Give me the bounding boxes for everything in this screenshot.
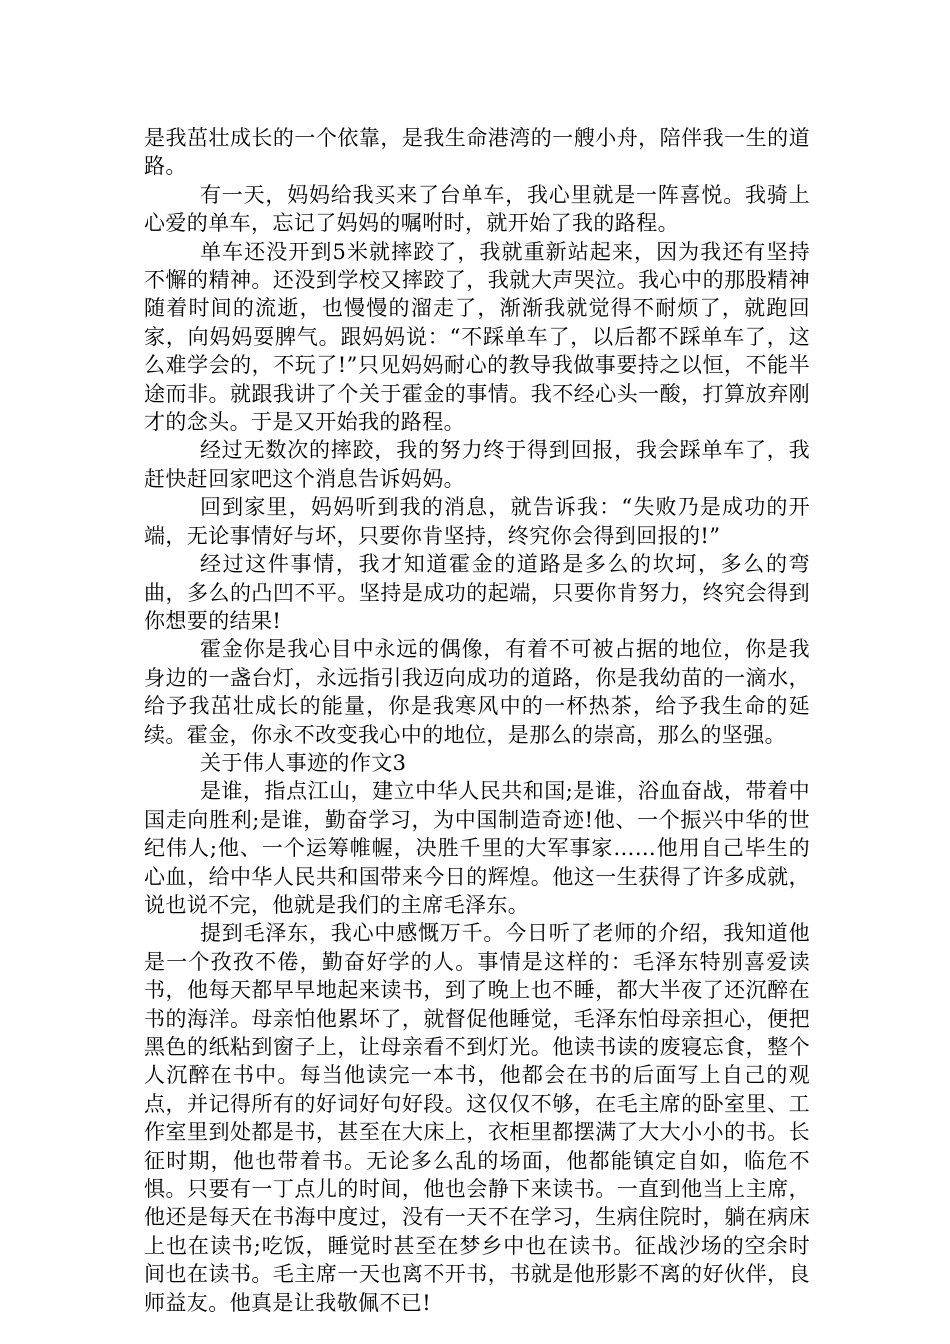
paragraph-1: 是我茁壮成长的一个依靠，是我生命港湾的一艘小舟，陪伴我一生的道路。 <box>144 126 810 179</box>
paragraph-2: 有一天，妈妈给我买来了台单车，我心里就是一阵喜悦。我骑上心爱的单车，忘记了妈妈的嘱咐时，就开始了我的路程。 <box>144 182 810 236</box>
paragraph-4: 经过无数次的摔跤，我的努力终于得到回报，我会踩单车了，我赶快赶回家吧这个消息告诉妈妈。 <box>144 438 810 491</box>
paragraph-7: 霍金你是我心目中永远的偶像，有着不可被占据的地位，你是我身边的一盏台灯，永远指引我迈向成功的道路，你是我幼苗的一滴水，给予我茁壮成长的能量，你是我寒风中的一杯热茶，给予我生命的延续。霍金，你永不改变我心中的地位，是那么的崇高，那么的坚强。 <box>144 637 810 747</box>
document-page <box>144 124 810 1317</box>
paragraph-5: 回到家里，妈妈听到我的消息，就告诉我：“失败乃是成功的开端，无论事情好与坏，只要你肯坚持，终究你会得到回报的!” <box>144 495 810 548</box>
section-heading: 关于伟人事迹的作文3 <box>200 750 407 775</box>
paragraph-3: 单车还没开到5米就摔跤了，我就重新站起来，因为我还有坚持不懈的精神。还没到学校又摔跤了，我就大声哭泣。我心中的那股精神随着时间的流逝，也慢慢的溜走了，渐渐我就觉得不耐烦了，就跑回家，向妈妈耍脾气。跟妈妈说：“不踩单车了，以后都不踩单车了，这么难学会的，不玩了!”只见妈妈耐心的教导我做事要持之以恒，不能半途而非。就跟我讲了个关于霍金的事情。我不经心头一酸，打算放弃刚才的念头。于是又开始我的路程。 <box>144 239 810 435</box>
paragraph-6: 经过这件事情，我才知道霍金的道路是多么的坎坷，多么的弯曲，多么的凸凹不平。坚持是成功的起端，只要你肯努力，终究会得到你想要的结果! <box>144 552 810 633</box>
section-paragraph-2: 提到毛泽东，我心中感慨万千。今日听了老师的介绍，我知道他是一个孜孜不倦，勤奋好学的人。事情是这样的：毛泽东特别喜爱读书，他每天都早早地起来读书，到了晚上也不睡，都大半夜了还沉醉在书的海洋。母亲怕他累坏了，就督促他睡觉，毛泽东怕母亲担心，便把黑色的纸粘到窗子上，让母亲看不到灯光。他读书读的废寝忘食，整个人沉醉在书中。每当他读完一本书，他都会在书的后面写上自己的观点，并记得所有的好词好句好段。这仅仅不够，在毛主席的卧室里、工作室里到处都是书，甚至在大床上，衣柜里都摆满了大大小小的书。长征时期，他也带着书。无论多么乱的场面，他都能镇定自如，临危不惧。只要有一丁点儿的时间，他也会静下来读书。一直到他当上主席，他还是每天在书海中度过，没有一天不在学习，生病住院时，躺在病床上也在读书;吃饭，睡觉时甚至在梦乡中也在读书。征战沙场的空余时间也在读书。毛主席一天也离不开书，书就是他形影不离的好伙伴，良师益友。他真是让我敬佩不已! <box>144 921 810 1315</box>
section-paragraph-1: 是谁，指点江山，建立中华人民共和国;是谁，浴血奋战，带着中国走向胜利;是谁，勤奋学习，为中国制造奇迹!他、一个振兴中华的世纪伟人;他、一个运筹帷幄，决胜千里的大军事家……他用自己毕生的心血，给中华人民共和国带来今日的辉煌。他这一生获得了许多成就，说也说不完，他就是我们的主席毛泽东。 <box>144 779 810 917</box>
